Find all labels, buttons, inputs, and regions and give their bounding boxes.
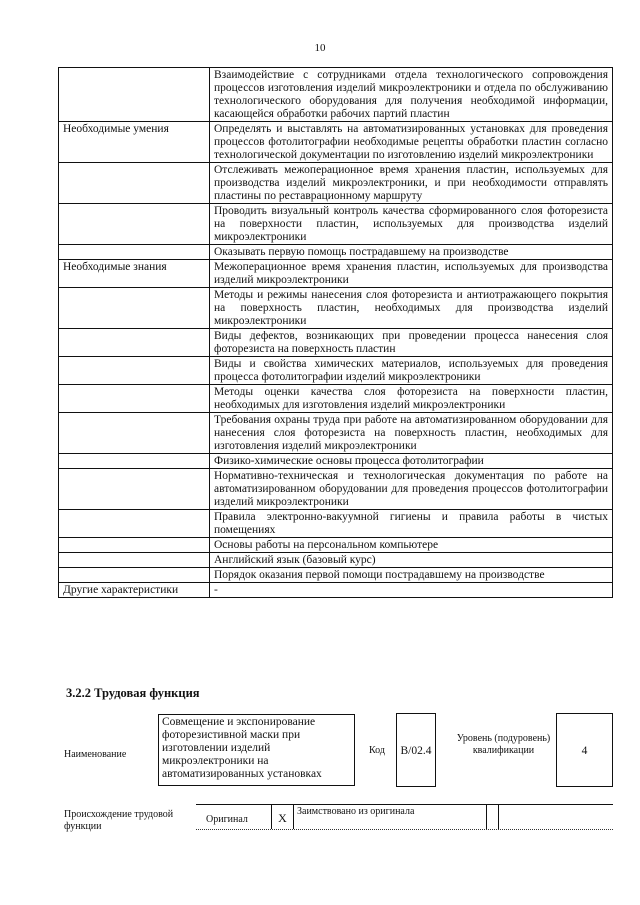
skills-knowledge-table xyxy=(58,67,613,598)
page-number: 10 xyxy=(314,42,326,54)
table-row xyxy=(59,288,613,329)
row-text: Нормативно-техническая и технологическая документация по работе на автоматизированном оборудовании для проведения процессов фотолитографии изделий микроэлектроники xyxy=(210,469,613,510)
row-text: Методы и режимы нанесения слоя фоторезиста и антиотражающего покрытия на поверхность пластин, необходимых для производства изделий микроэлектроники xyxy=(210,288,613,329)
row-label xyxy=(59,245,210,260)
row-text: Требования охраны труда при работе на автоматизированном оборудовании для нанесения слоя фоторезиста на поверхность пластин, необходимых для изготовления изделий микроэлектроники xyxy=(210,413,613,454)
function-code-label: Код xyxy=(369,745,385,756)
row-text: Определять и выставлять на автоматизированных установках для проведения процессов фотолитографии необходимые рецепты обработки пластин согласно технологической документации по изготовлению изделий микроэлектроники xyxy=(210,122,613,163)
qualification-level-value: 4 xyxy=(556,713,613,787)
row-text: Проводить визуальный контроль качества сформированного слоя фоторезиста на поверхности пластин, используемых для производства изделий микроэлектроники xyxy=(210,204,613,245)
table-row xyxy=(59,122,613,163)
table-row xyxy=(59,68,613,122)
row-label xyxy=(59,163,210,204)
row-label xyxy=(59,357,210,385)
row-text: Английский язык (базовый курс) xyxy=(210,553,613,568)
origin-code-cell xyxy=(486,805,498,829)
row-text: Методы оценки качества слоя фоторезиста на поверхности пластин, необходимых для изготовления изделий микроэлектроники xyxy=(210,385,613,413)
row-label xyxy=(59,204,210,245)
row-label xyxy=(59,510,210,538)
row-text: Межоперационное время хранения пластин, используемых для производства изделий микроэлектроники xyxy=(210,260,613,288)
table-row xyxy=(59,510,613,538)
row-text: Физико-химические основы процесса фотолитографии xyxy=(210,454,613,469)
table-row xyxy=(59,204,613,245)
row-text: Порядок оказания первой помощи пострадавшему на производстве xyxy=(210,568,613,583)
origin-label: Происхождение трудовой функции xyxy=(64,809,174,832)
row-label xyxy=(59,454,210,469)
table-row xyxy=(59,469,613,510)
section-heading: 3.2.2 Трудовая функция xyxy=(66,686,200,700)
table-row xyxy=(59,568,613,583)
row-label: Необходимые знания xyxy=(59,260,210,288)
row-text: Виды и свойства химических материалов, используемых для проведения процесса фотолитографии изделий микроэлектроники xyxy=(210,357,613,385)
row-text: Оказывать первую помощь пострадавшему на производстве xyxy=(210,245,613,260)
table-row xyxy=(59,357,613,385)
origin-borrowed-label: Заимствовано из оригинала xyxy=(293,805,486,829)
function-code-value: B/02.4 xyxy=(396,713,436,787)
origin-table xyxy=(196,804,613,830)
row-label xyxy=(59,469,210,510)
row-label xyxy=(59,385,210,413)
function-name-value: Совмещение и экспонирование фоторезистивной маски при изготовлении изделий микроэлектроники на автоматизированных установках xyxy=(158,714,355,786)
table-row xyxy=(59,245,613,260)
row-label xyxy=(59,413,210,454)
row-label xyxy=(59,538,210,553)
row-label xyxy=(59,68,210,122)
table-row xyxy=(59,454,613,469)
table-row xyxy=(59,553,613,568)
table-row xyxy=(59,538,613,553)
table-row xyxy=(59,163,613,204)
row-label xyxy=(59,288,210,329)
table-row xyxy=(59,583,613,598)
table-row xyxy=(59,260,613,288)
origin-original-label: Оригинал xyxy=(206,814,248,825)
row-label: Другие характеристики xyxy=(59,583,210,598)
row-label xyxy=(59,553,210,568)
function-name-label: Наименование xyxy=(64,749,127,760)
origin-mark: X xyxy=(271,805,293,829)
row-text: Взаимодействие с сотрудниками отдела технологического сопровождения процессов изготовления изделий микроэлектроники и отдела по обслуживанию технологического оборудования для получения необходимой информации, касающейся обработки рабочих партий пластин xyxy=(210,68,613,122)
table-row xyxy=(59,413,613,454)
row-text: Правила электронно-вакуумной гигиены и правила работы в чистых помещениях xyxy=(210,510,613,538)
row-text: Отслеживать межоперационное время хранения пластин, используемых для производства изделий микроэлектроники, и при необходимости отправлять пластины по реставрационному маршруту xyxy=(210,163,613,204)
row-label: Необходимые умения xyxy=(59,122,210,163)
row-text: Виды дефектов, возникающих при проведении процесса нанесения слоя фоторезиста на поверхность пластин xyxy=(210,329,613,357)
qualification-level-label: Уровень (подуровень) квалификации xyxy=(456,733,551,756)
origin-reg-number-cell xyxy=(498,805,613,829)
table-row xyxy=(59,329,613,357)
row-text: - xyxy=(210,583,613,598)
row-label xyxy=(59,329,210,357)
table-row xyxy=(59,385,613,413)
row-label xyxy=(59,568,210,583)
row-text: Основы работы на персональном компьютере xyxy=(210,538,613,553)
